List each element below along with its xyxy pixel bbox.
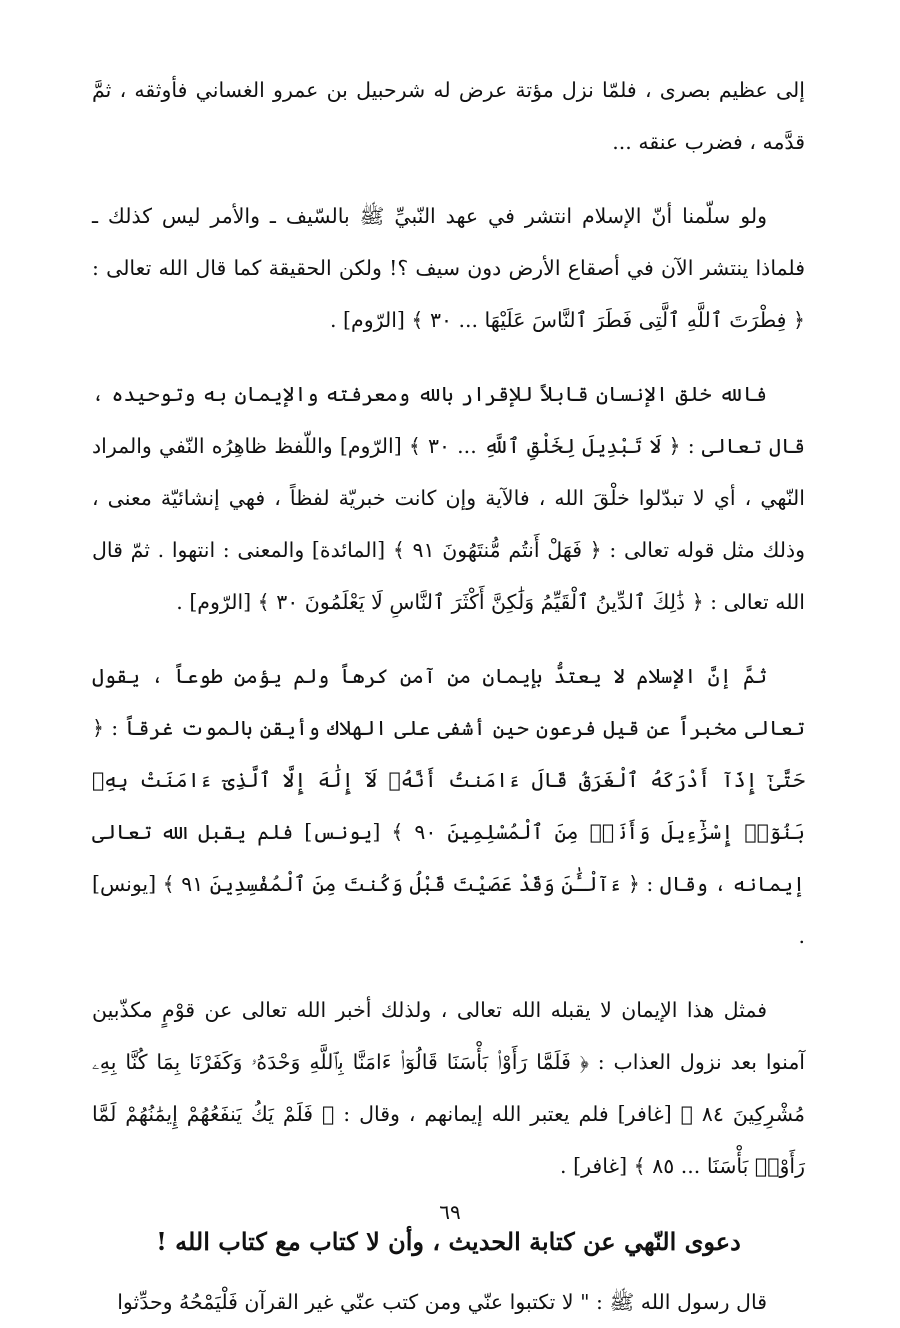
- paragraph-sword: ولو سلّمنا أنّ الإسلام انتشر في عهد النّبيِّ ﷺ بالسّيف ـ والأمر ليس كذلك ـ فلماذا ينتشر الآن في أصقاع الأرض دون سيف ؟! ولكن الحقيقة كما قال الله تعالى : ﴿ فِطْرَتَ ٱللَّهِ ٱلَّتِى فَطَرَ ٱلنَّاسَ عَلَيْهَا ... ٣٠ ﴾ [الرّوم] .: [92, 204, 805, 332]
- paragraph-deniers: فمثل هذا الإيمان لا يقبله الله تعالى ، ولذلك أخبر الله تعالى عن قوْمٍ مكذّبين آمنوا بعد نزول العذاب : ﴿ فَلَمَّا رَأَوْا۟ بَأْسَنَا قَالُوٓا۟ ءَامَنَّا بِٱللَّهِ وَحْدَهُۥ وَكَفَرْنَا بِمَا كُنَّا بِهِۦ مُشْرِكِينَ ٨٤ ﴾ [غافر] فلم يعتبر الله إيمانهم ، وقال : ﴿ فَلَمْ يَكُ يَنفَعُهُمْ إِيمَٰنُهُمْ لَمَّا رَأَوْا۟ بَأْسَنَا ... ٨٥ ﴾ [غافر] .: [92, 998, 806, 1178]
- paragraph-hadith: قال رسول الله ﷺ : " لا تكتبوا عنّي ومن كتب عنّي غير القرآن فَلْيَمْحُهُ وحدِّثوا: [117, 1290, 767, 1314]
- paragraph-fitra: فالله خلق الإنسان قابلاً للإقرار بالله ومعرفته والإيمان به وتوحيده ، قال تعالى : ﴿ لَا تَبْدِيلَ لِخَلْقِ ٱللَّهِ ... ٣٠ ﴾ [الرّوم] واللّفظ ظاهِرُه النّفي والمراد النّهي ، أي لا تبدّلوا خلْقَ الله ، فالآية وإن كانت خبريّة لفظاً ، فهي إنشائيّة معنى ، وذلك مثل قوله تعالى : ﴿ فَهَلْ أَنتُم مُّنتَهُونَ ٩١ ﴾ [المائدة] والمعنى : انتهوا . ثمّ قال الله تعالى : ﴿ ذَٰلِكَ ٱلدِّينُ ٱلْقَيِّمُ وَلَٰكِنَّ أَكْثَرَ ٱلنَّاسِ لَا يَعْلَمُونَ ٣٠ ﴾ [الرّوم] .: [92, 382, 805, 614]
- body-text: [92, 64, 805, 1328]
- paragraph-pharaoh: ثمَّ إنَّ الإسلام لا يعتدُّ بإيمان من آمن كرهاً ولم يؤمن طوعاً ، يقول تعالى مخبراً عن قيل فرعون حين أشفى على الهلاك وأيقن بالموت غرقاً : ﴿ حَتَّىٰٓ إِذَآ أَدْرَكَهُ ٱلْغَرَقُ قَالَ ءَامَنتُ أَنَّهُۥ لَآ إِلَٰهَ إِلَّا ٱلَّذِىٓ ءَامَنَتْ بِهِۦ بَنُوٓا۟ إِسْرَٰٓءِيلَ وَأَنَا۠ مِنَ ٱلْمُسْلِمِينَ ٩٠ ﴾ [يونس] فلم يقبل الله تعالى إيمانه ، وقال : ﴿ ءَآلْـَٰٔنَ وَقَدْ عَصَيْتَ قَبْلُ وَكُنتَ مِنَ ٱلْمُفْسِدِينَ ٩١ ﴾ [يونس] .: [92, 664, 805, 948]
- paragraph-continuation: إلى عظيم بصرى ، فلمّا نزل مؤتة عرض له شرحبيل بن عمرو الغساني فأوثقه ، ثمَّ قدَّمه ، فضرب عنقه ...: [92, 78, 805, 154]
- section-heading: دعوى النّهي عن كتابة الحديث ، وأن لا كتاب مع كتاب الله !: [156, 1227, 741, 1256]
- page-number: ٦٩: [439, 1200, 461, 1224]
